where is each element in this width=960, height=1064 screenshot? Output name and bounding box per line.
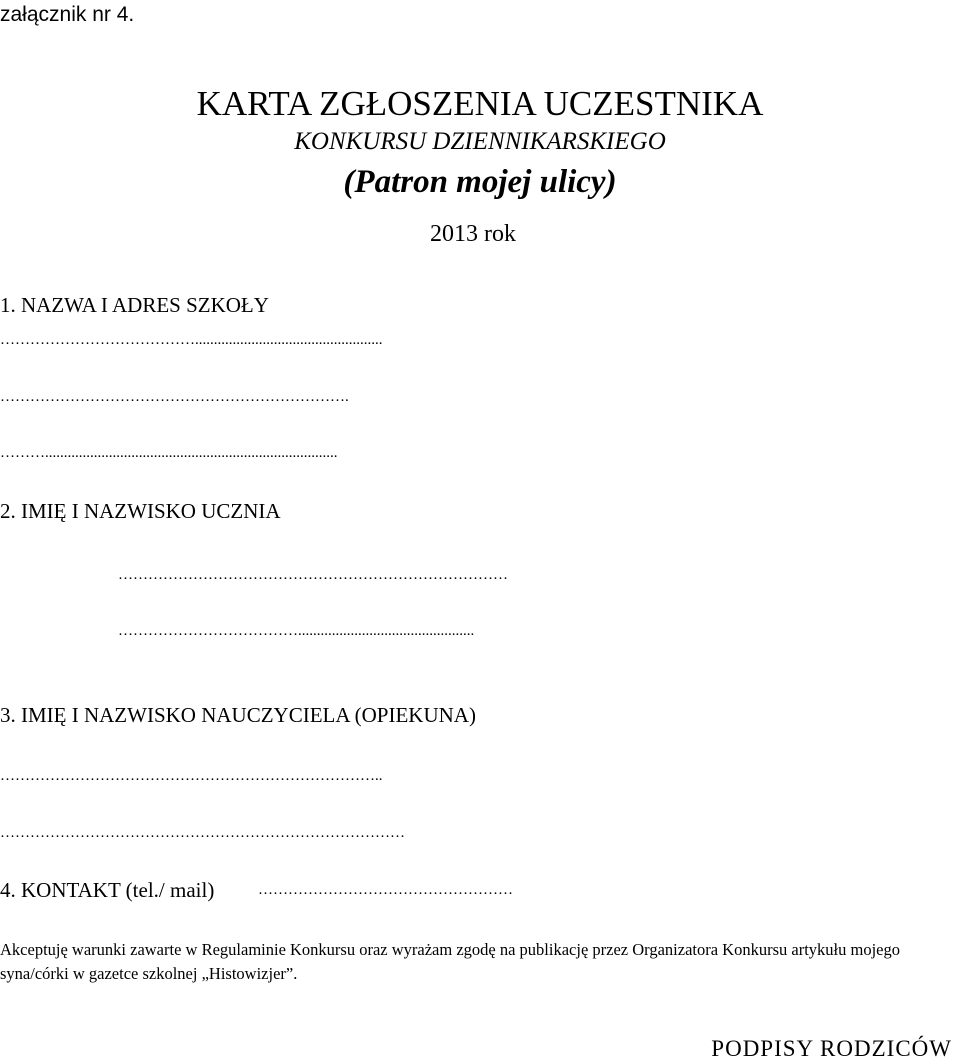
form-title: KARTA ZGŁOSZENIA UCZESTNIKA xyxy=(196,84,764,123)
contest-name: (Patron mojej ulicy) xyxy=(343,164,617,200)
consent-text: Akceptuję warunki zawarte w Regulaminie Konkursu oraz wyrażam zgodę na publikację przez Organizatora Konkursu artykułu mojego syna/córki w gazetce szkolnej „Histowizjer”. xyxy=(0,940,900,983)
teacher-fill-line-1[interactable]: ………………………………………………………………….. xyxy=(0,768,383,784)
student-fill-line-1[interactable]: …………………………………………………………………… xyxy=(118,567,508,583)
school-fill-line-1[interactable]: ………………………………….................................................. xyxy=(0,332,383,348)
student-fill-line-2[interactable]: ………………………………............................................... xyxy=(118,623,475,639)
teacher-fill-line-2[interactable]: ……………………………………………………………………… xyxy=(0,825,405,841)
school-fill-line-2[interactable]: ……………………………………………………………. xyxy=(0,389,349,405)
contact-section-label: 4. KONTAKT (tel./ mail) xyxy=(0,878,215,902)
attachment-label: załącznik nr 4. xyxy=(0,3,135,26)
teacher-section-label: 3. IMIĘ I NAZWISKO NAUCZYCIELA (OPIEKUNA) xyxy=(0,703,476,727)
contact-fill-line[interactable]: …………………………………………… xyxy=(258,882,513,898)
school-section-label: 1. NAZWA I ADRES SZKOŁY xyxy=(0,293,269,317)
form-subtitle: KONKURSU DZIENNIKARSKIEGO xyxy=(294,128,666,155)
school-fill-line-3[interactable]: ……….............................................................................. xyxy=(0,445,338,461)
parents-signature-label: PODPISY RODZICÓW xyxy=(711,1036,952,1061)
student-section-label: 2. IMIĘ I NAZWISKO UCZNIA xyxy=(0,499,281,523)
contest-year: 2013 rok xyxy=(430,221,516,247)
